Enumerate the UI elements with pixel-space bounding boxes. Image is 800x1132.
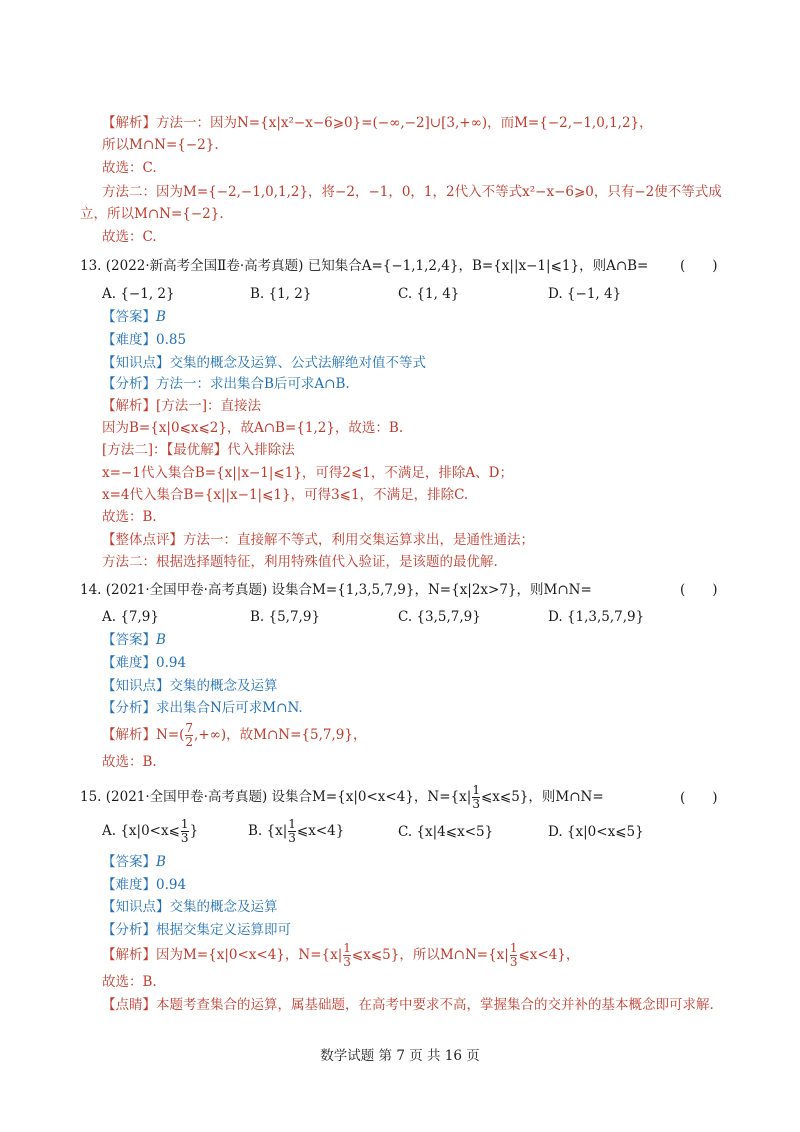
solution-tag: 【解析】 [102, 115, 156, 131]
q13-solution-line-3: [方法二]：【最优解】代入排除法 [102, 442, 295, 458]
prev-solution-line-5: 立，所以M∩N={−2}. [80, 206, 224, 222]
q13-stem: 13. (2022·新高考全国Ⅱ卷·高考真题) 已知集合A={−1,1,2,4}，B={x||x−1|⩽1}，则A∩B= [80, 258, 649, 274]
fraction: $\frac{1}{3}$ [180, 817, 189, 845]
q15-option-a: A. {x|0<x⩽ $\frac{1}{3}$ } [102, 817, 199, 845]
q15-answer: 【答案】B [102, 854, 166, 870]
q13-option-b: B. {1, 2} [250, 286, 312, 302]
q13-solution-line-4: x=−1代入集合B={x||x−1|⩽1}，可得2⩽1，不满足，排除A、D； [102, 465, 513, 481]
q15-solution-line-2: 故选：B. [102, 974, 157, 990]
q14-difficulty: 【难度】0.94 [102, 655, 187, 671]
q14-solution-line-1: 【解析】N=( $\frac{7}{2}$ ,+∞)，故M∩N={5,7,9}， [102, 721, 367, 749]
q14-option-d: D. {1,3,5,7,9} [548, 609, 645, 625]
q15-option-b: B. {x| $\frac{1}{3}$ ⩽x<4} [248, 817, 345, 845]
fraction: $\frac{1}{3}$ [288, 817, 296, 845]
q14-analysis: 【分析】求出集合N后可求M∩N. [102, 700, 303, 716]
q15-comment: 【点睛】本题考查集合的运算，属基础题，在高考中要求不高，掌握集合的交并补的基本概念即可求解. [102, 997, 714, 1013]
q13-solution-line-2: 因为B={x|0⩽x⩽2}，故A∩B={1,2}，故选：B. [102, 420, 404, 436]
fraction: $\frac{7}{2}$ [185, 721, 194, 749]
q15-answer-paren: ( ) [680, 790, 718, 806]
q13-difficulty: 【难度】0.85 [102, 332, 187, 348]
q13-option-c: C. {1, 4} [398, 286, 460, 302]
q13-review-line-1: 【整体点评】方法一：直接解不等式，利用交集运算求出，是通性通法； [102, 532, 534, 548]
q13-solution-line-6: 故选：B. [102, 509, 157, 525]
q13-solution-line-1: 【解析】[方法一]：直接法 [102, 398, 262, 414]
q14-answer: 【答案】B [102, 632, 166, 648]
page-footer: 数学试题 第 7 页 共 16 页 [320, 1048, 480, 1064]
q13-answer: 【答案】B [102, 309, 166, 325]
fraction: $\frac{1}{3}$ [509, 941, 518, 969]
q14-solution-line-2: 故选：B. [102, 754, 157, 770]
prev-solution-line-1: 【解析】方法一：因为N={x|x²−x−6⩾0}=(−∞,−2]∪[3,+∞)，而M={−2,−1,0,1,2}， [102, 115, 653, 131]
q15-analysis: 【分析】根据交集定义运算即可 [102, 922, 291, 938]
q14-option-c: C. {3,5,7,9} [398, 609, 481, 625]
fraction: $\frac{1}{3}$ [343, 941, 351, 969]
q13-knowledge: 【知识点】交集的概念及运算、公式法解绝对值不等式 [102, 355, 426, 371]
q15-solution-line-1: 【解析】因为M={x|0<x<4}，N={x| $\frac{1}{3}$ ⩽x⩽5}，所以M∩N={x| $\frac{1}{3}$ ⩽x<4}， [102, 941, 580, 969]
q13-solution-line-5: x=4代入集合B={x||x−1|⩽1}，可得3⩽1，不满足，排除C. [102, 487, 469, 503]
q14-answer-paren: ( ) [680, 582, 718, 598]
q15-option-d: D. {x|0<x⩽5} [548, 824, 644, 840]
q15-knowledge: 【知识点】交集的概念及运算 [102, 899, 278, 915]
fraction: $\frac{1}{3}$ [472, 783, 480, 811]
q14-knowledge: 【知识点】交集的概念及运算 [102, 678, 278, 694]
q13-answer-paren: ( ) [680, 258, 718, 274]
q15-difficulty: 【难度】0.94 [102, 877, 187, 893]
q15-option-c: C. {x|4⩽x<5} [398, 824, 494, 840]
q13-review-line-2: 方法二：根据选择题特征，利用特殊值代入验证，是该题的最优解. [102, 554, 498, 570]
prev-solution-line-2: 所以M∩N={−2}. [102, 137, 219, 153]
q13-option-d: D. {−1, 4} [548, 286, 622, 302]
prev-solution-line-4: 方法二：因为M={−2,−1,0,1,2}，将−2，−1，0，1，2代入不等式x²−x−6⩾0，只有−2使不等式成 [102, 184, 722, 200]
q13-option-a: A. {−1, 2} [102, 286, 175, 302]
q15-stem: 15. (2021·全国甲卷·高考真题) 设集合M={x|0<x<4}，N={x| $\frac{1}{3}$ ⩽x⩽5}，则M∩N= [80, 783, 604, 811]
q14-option-a: A. {7,9} [102, 609, 159, 625]
prev-solution-line-3: 故选：C. [102, 160, 157, 176]
q13-analysis: 【分析】方法一：求出集合B后可求A∩B. [102, 376, 350, 392]
q14-option-b: B. {5,7,9} [250, 609, 321, 625]
q14-stem: 14. (2021·全国甲卷·高考真题) 设集合M={1,3,5,7,9}，N={x|2x>7}，则M∩N= [80, 582, 592, 598]
prev-solution-line-6: 故选：C. [102, 229, 157, 245]
